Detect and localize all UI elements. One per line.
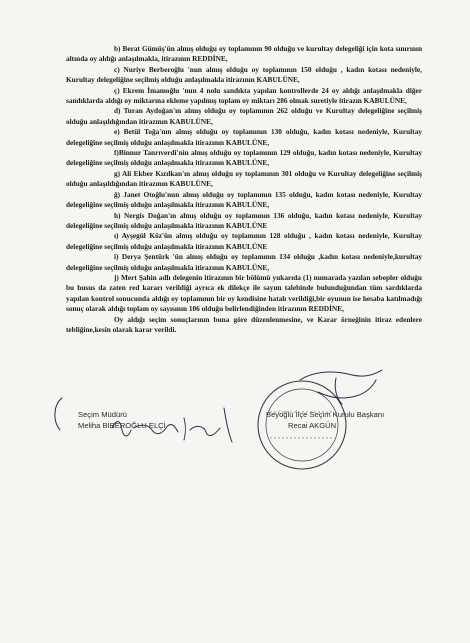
paragraph-i: i) Derya Şentürk 'ün almış olduğu oy toplamının 134 olduğu ,kadın kotası nedeniyle,kurultay delegeliğine seçilmiş olduğu anlaşılmakla itirazının KABULÜNE, — [66, 252, 422, 272]
paragraph-f: f)Binnur Tanrıverdi'nin almış olduğu oy toplamının 129 olduğu, kadın kotası nedeniyle, Kurultay delegeliğine seçilmiş olduğu anlaşılmakla itirazının KABULÜNE, — [66, 148, 422, 168]
board-president-name: Recai AKGÜN — [288, 421, 337, 430]
paragraph-c-cedilla: ç) Ekrem İmamoğlu 'nun 4 nolu sandıkta yapılan kontrollerde 24 oy aldığı anlaşılmakla diğer sandıklarda aldığı oy miktarına ekleme yapılmış toplam oy miktarı 286 olmak suretiyle itirazın KABULÜNE, — [66, 85, 422, 106]
board-president-title: Beyoğlu İlçe Seçim Kurulu Başkanı — [266, 410, 385, 419]
paragraph-b: b) Berat Gümüş'ün almış olduğu oy toplamının 90 olduğu ve kurultay delegeliği için kota sınırının altında oy aldığı anlaşılmakla, itirazının REDDİNE, — [66, 44, 422, 64]
official-round-stamp — [258, 381, 346, 469]
left-handwritten-signature — [55, 398, 232, 442]
paragraph-g-breve: ğ) Janet Otoğlu'nun almış olduğu oy toplamının 135 olduğu, kadın kotası nedeniyle, Kurultay delegeliğine seçilmiş olduğu anlaşılmakla itirazının KABULÜNE, — [66, 189, 422, 210]
paragraph-d: d) Turan Aydoğan'ın almış olduğu oy toplamının 262 olduğu ve Kurultay delegeliğine seçilmiş olduğu anlaşıldığından itirazının KABULÜNE, — [66, 106, 422, 126]
paragraph-c: c) Nuriye Berberoğlu 'nun almış olduğu oy toplamının 150 olduğu , kadın kotası nedeniyle, Kurultay delegeliğine seçilmiş olduğu anlaşılmakla itirazının KABULÜNE, — [66, 64, 422, 85]
paragraph-i-dotless: ı) Ayşegül Köz'ün almış olduğu oy toplamının 128 olduğu , kadın kotası nedeniyle, Kurultay delegeliğine seçilmiş olduğu anlaşılmakla itirazının KABULÜNE — [66, 231, 422, 251]
election-manager-name: Meliha BİBEROĞLU ELÇİ — [78, 421, 166, 430]
paragraph-j: j) Mert Şahin adlı delegenin itirazının bir bölümü yukarıda (1) numarada yazılan sebepler olduğu bu husus da zaten red kararı verildiği ayrıca ek dilekçe ile sayım talebinde bulunduğundan tüm sardıklarda yapılan kontrol sonucunda aldığı oy toplamının bir oy kendisine hatalı verildiği,bir oyunun ise hesaba katılmadığı sonuç olarak aldığı toplam oy sayısının 106 olduğu belirlendiğinden itirazının REDDİNE, — [66, 272, 422, 314]
paragraph-g: g) Ali Ekber Kızılkan'ın almış olduğu oy toplamının 301 olduğu ve Kurultay delegeliğine seçilmiş olduğu anlaşıldığından itirazının KABULÜNE, — [66, 168, 422, 189]
paragraph-closing: Oy aldığı seçim sonuçlarının buna göre düzenlenmesine, ve Karar örneğinin itiraz edenlere tebliğine,kesin olarak karar verildi. — [66, 314, 422, 334]
paragraph-e: e) Betül Toğa'nın almış olduğu oy toplamının 130 olduğu, kadın kotası nedeniyle, Kurultay delegeliğine seçilmiş olduğu anlaşılmakla itirazının KABULÜNE, — [66, 127, 422, 147]
election-manager-title: Seçim Müdürü — [78, 410, 127, 419]
paragraph-h: h) Nergis Doğan'ın almış olduğu oy toplamının 136 olduğu, kadın kotası nedeniyle, Kurultay delegeliğine seçilmiş olduğu anlaşılmakla itirazının KABULÜNE — [66, 210, 422, 230]
right-handwritten-signature — [300, 370, 382, 404]
